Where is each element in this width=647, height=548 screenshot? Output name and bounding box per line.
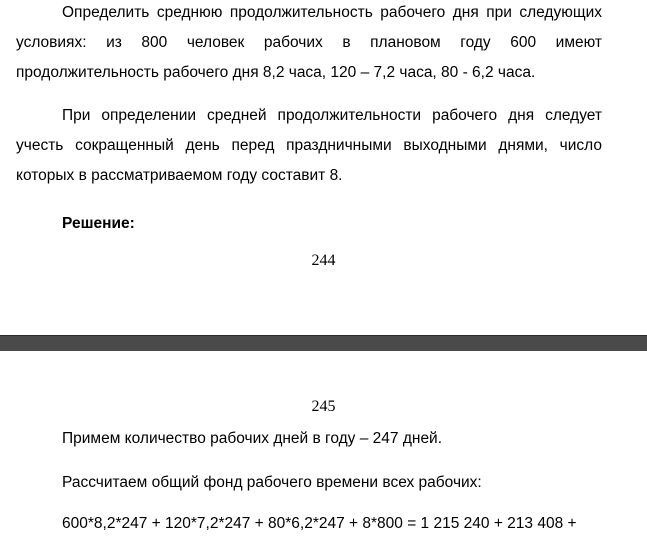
task-condition-paragraph: Определить среднюю продолжительность рабочего дня при следующих условиях: из 800 человек рабочих в плановом году 600 имеют продолжительность рабочего дня 8,2 часа, 120 – 7,2 часа, 80 - 6,2 часа.	[16, 4, 602, 81]
page-number-245: 245	[311, 398, 336, 415]
task-note-paragraph: При определении средней продолжительности рабочего дня следует учесть сокращенный день перед праздничными выходными днями, число которых в рассматриваемом году составит 8.	[16, 107, 602, 184]
total-fund-intro-line: Рассчитаем общий фонд рабочего времени всех рабочих:	[62, 474, 482, 491]
working-days-line: Примем количество рабочих дней в году – 247 дней.	[62, 430, 443, 447]
solution-heading: Решение:	[62, 215, 135, 232]
calculation-formula-line: 600*8,2*247 + 120*7,2*247 + 80*6,2*247 + 8*800 = 1 215 240 + 213 408 +	[62, 515, 577, 532]
document-page-245	[0, 351, 647, 548]
page-break-separator	[0, 336, 647, 351]
page-number-244: 244	[311, 252, 336, 269]
